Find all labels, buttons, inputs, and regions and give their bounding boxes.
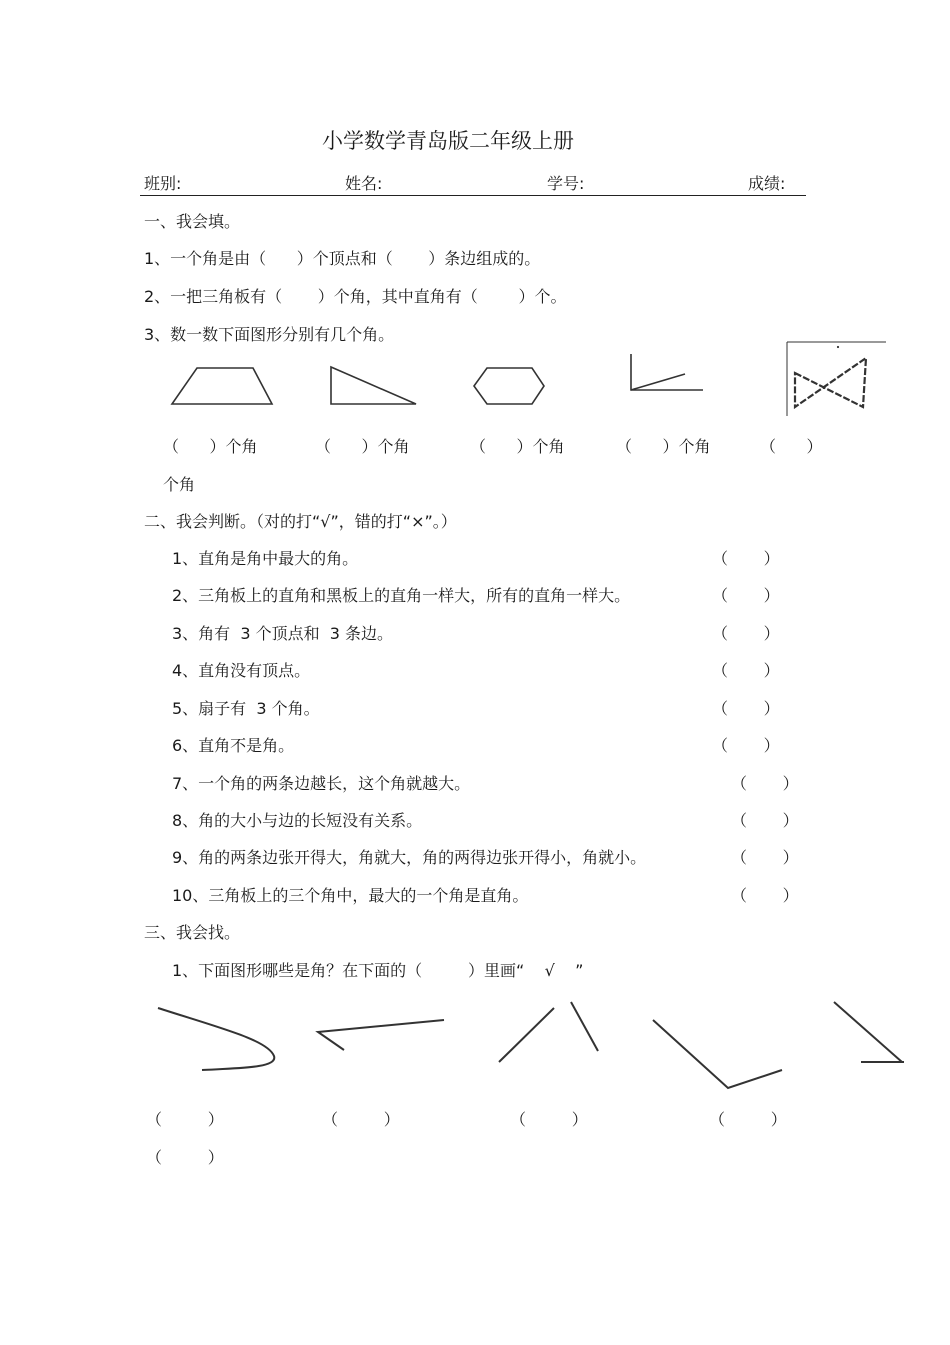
judge-bracket-7: （ ）	[731, 774, 799, 793]
section2-heading: 二、我会判断。（对的打“√”，错的打“×”。）	[144, 512, 457, 531]
find-bracket-3: （ ）	[510, 1110, 588, 1129]
score-label: 成绩:	[748, 174, 786, 193]
shape-answer-4: （ ）个角	[616, 437, 711, 456]
judge-bracket-3: （ ）	[712, 624, 780, 643]
judge-item-6: 6、直角不是角。	[172, 736, 295, 755]
open-angle-figure	[826, 994, 911, 1069]
find-bracket-4: （ ）	[709, 1110, 787, 1129]
name-label: 姓名:	[345, 174, 383, 193]
section3-heading: 三、我会找。	[144, 923, 241, 942]
judge-bracket-2: （ ）	[712, 586, 780, 605]
curved-shape-figure	[150, 1000, 285, 1080]
page-title: 小学数学青岛版二年级上册	[322, 129, 574, 153]
hexagon-figure	[468, 362, 553, 410]
angle-figure	[622, 348, 712, 398]
shape-answer-2: （ ）个角	[315, 437, 410, 456]
judge-item-8: 8、角的大小与边的长短没有关系。	[172, 811, 423, 830]
fill-question-3: 3、数一数下面图形分别有几个角。	[144, 325, 395, 344]
bowtie-figure	[786, 341, 890, 419]
separated-lines-figure	[492, 998, 607, 1068]
judge-item-7: 7、一个角的两条边越长，这个角就越大。	[172, 774, 471, 793]
judge-bracket-10: （ ）	[731, 886, 799, 905]
shape-answer-5-tail: 个角	[163, 475, 196, 494]
judge-bracket-8: （ ）	[731, 811, 799, 830]
judge-bracket-1: （ ）	[712, 549, 780, 568]
find-bracket-5: （ ）	[146, 1148, 224, 1167]
find-bracket-1: （ ）	[146, 1110, 224, 1129]
shape-answer-5: （ ）	[760, 437, 823, 456]
judge-item-10: 10、三角板上的三个角中，最大的一个角是直角。	[172, 886, 529, 905]
section1-heading: 一、我会填。	[144, 212, 241, 231]
judge-item-2: 2、三角板上的直角和黑板上的直角一样大，所有的直角一样大。	[172, 586, 631, 605]
fill-question-2: 2、一把三角板有（ ）个角，其中直角有（ ）个。	[144, 287, 567, 306]
fill-question-1: 1、一个角是由（ ）个顶点和（ ）条边组成的。	[144, 249, 541, 268]
class-label: 班别:	[144, 174, 182, 193]
judge-bracket-5: （ ）	[712, 699, 780, 718]
find-question-1: 1、下面图形哪些是角？在下面的（ ）里画“ √ ”	[172, 961, 584, 980]
find-bracket-2: （ ）	[322, 1110, 400, 1129]
shape-answer-1: （ ）个角	[163, 437, 258, 456]
header-underline	[140, 195, 806, 196]
judge-item-5: 5、扇子有 3 个角。	[172, 699, 320, 718]
student-id-label: 学号:	[547, 174, 585, 193]
right-triangle-figure	[325, 362, 425, 410]
judge-item-3: 3、角有 3 个顶点和 3 条边。	[172, 624, 394, 643]
narrow-angle-figure	[310, 1012, 450, 1057]
parallelogram-figure	[165, 360, 280, 410]
judge-bracket-4: （ ）	[712, 661, 780, 680]
shape-answer-3: （ ）个角	[470, 437, 565, 456]
obtuse-angle-figure	[645, 1012, 790, 1094]
judge-item-9: 9、角的两条边张开得大，角就大，角的两得边张开得小，角就小。	[172, 848, 647, 867]
judge-bracket-6: （ ）	[712, 736, 780, 755]
judge-bracket-9: （ ）	[731, 848, 799, 867]
judge-item-4: 4、直角没有顶点。	[172, 661, 311, 680]
judge-item-1: 1、直角是角中最大的角。	[172, 549, 359, 568]
